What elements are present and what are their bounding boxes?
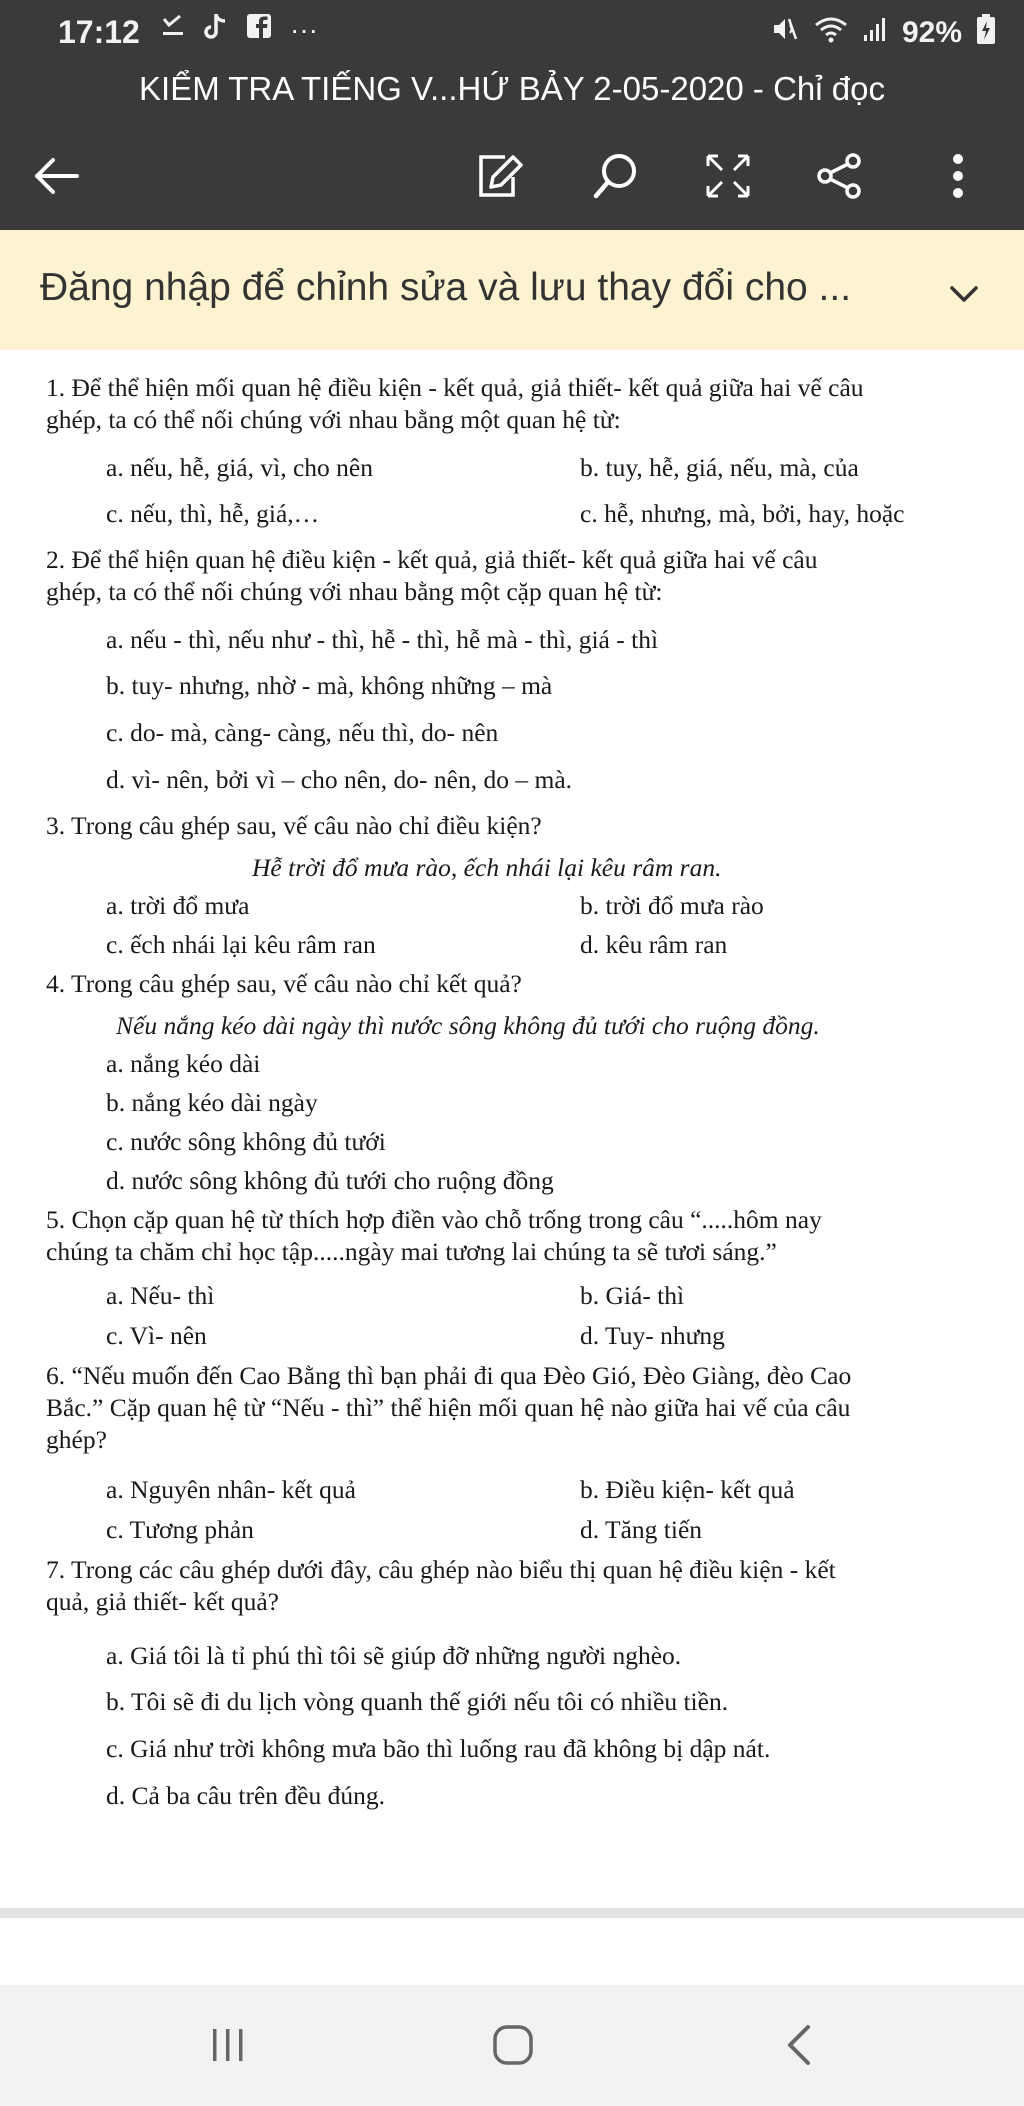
- page-divider: [0, 1908, 1024, 1918]
- edit-icon: [475, 151, 525, 201]
- battery-charging-icon: [976, 14, 996, 52]
- option-b: b. Giá- thì: [580, 1281, 685, 1310]
- back-nav-button[interactable]: [770, 2015, 830, 2075]
- toolbar: [0, 120, 1024, 230]
- option-d: c. hễ, nhưng, mà, bởi, hay, hoặc: [580, 499, 905, 528]
- search-icon: [591, 151, 641, 201]
- back-arrow-icon: [31, 154, 81, 198]
- option-a: a. nếu - thì, nếu như - thì, hễ - thì, hễ mà - thì, giá - thì: [106, 625, 659, 654]
- tiktok-icon: [204, 12, 228, 48]
- question-text: chúng ta chăm chỉ học tập.....ngày mai tương lai chúng ta sẽ tươi sáng.”: [46, 1237, 777, 1266]
- question-4: [46, 968, 996, 1000]
- option-a: a. Giá tôi là tỉ phú thì tôi sẽ giúp đỡ những người nghèo.: [106, 1641, 682, 1670]
- option-c: c. Vì- nên: [106, 1321, 207, 1350]
- option-c: c. nước sông không đủ tưới: [106, 1127, 386, 1156]
- notification-icons: [160, 12, 318, 48]
- question-text: 7. Trong các câu ghép dưới đây, câu ghép nào biểu thị quan hệ điều kiện - kết: [46, 1555, 836, 1584]
- search-button[interactable]: [588, 148, 644, 204]
- question-5: [46, 1204, 996, 1268]
- option-b: b. tuy, hễ, giá, nếu, mà, của: [580, 453, 859, 482]
- question-3: [46, 810, 996, 842]
- sign-in-banner[interactable]: [0, 230, 1024, 350]
- question-text: ghép?: [46, 1425, 107, 1454]
- option-b: b. tuy- nhưng, nhờ - mà, không những – mà: [106, 671, 553, 700]
- option-c: c. Tương phản: [106, 1515, 254, 1544]
- question-text: ghép, ta có thể nối chúng với nhau bằng một quan hệ từ:: [46, 405, 621, 434]
- signal-icon: [862, 15, 888, 51]
- question-text: 1. Để thể hiện mối quan hệ điều kiện - kết quả, giả thiết- kết quả giữa hai vế câu: [46, 373, 864, 402]
- wifi-icon: [814, 15, 848, 51]
- question-text: 2. Để thể hiện quan hệ điều kiện - kết quả, giả thiết- kết quả giữa hai vế câu: [46, 545, 818, 574]
- more-dots-icon: ···: [290, 14, 318, 45]
- question-text: quả, giả thiết- kết quả?: [46, 1587, 279, 1616]
- back-button[interactable]: [28, 148, 84, 204]
- option-c: c. nếu, thì, hễ, giá,…: [106, 499, 320, 528]
- home-icon: [491, 2023, 535, 2067]
- recent-apps-icon: [208, 2025, 248, 2065]
- option-b: b. trời đổ mưa rào: [580, 891, 764, 920]
- home-button[interactable]: [483, 2015, 543, 2075]
- navigation-bar: [0, 1985, 1024, 2106]
- share-button[interactable]: [812, 148, 868, 204]
- question-2: [46, 544, 996, 608]
- question-7: [46, 1554, 996, 1618]
- more-vert-icon: [948, 151, 968, 201]
- question-text: 5. Chọn cặp quan hệ từ thích hợp điền vào chỗ trống trong câu “.....hôm nay: [46, 1205, 822, 1234]
- back-icon: [782, 2023, 818, 2067]
- recent-apps-button[interactable]: [198, 2015, 258, 2075]
- fullscreen-button[interactable]: [700, 148, 756, 204]
- mute-icon: [770, 15, 800, 51]
- edit-button[interactable]: [472, 148, 528, 204]
- chevron-down-icon[interactable]: [944, 274, 984, 314]
- question-text: Bắc.” Cặp quan hệ từ “Nếu - thì” thể hiện mối quan hệ nào giữa hai vế của câu: [46, 1393, 851, 1422]
- status-time: 17:12: [58, 14, 140, 50]
- example-sentence: Hễ trời đổ mưa rào, ếch nhái lại kêu râm ran.: [252, 853, 722, 882]
- document-title: KIỂM TRA TIẾNG V...HỨ BẢY 2-05-2020 - Chỉ đọc: [139, 70, 885, 107]
- document-page: [0, 350, 1024, 1910]
- option-b: b. Tôi sẽ đi du lịch vòng quanh thế giới nếu tôi có nhiều tiền.: [106, 1687, 729, 1716]
- option-b: b. Điều kiện- kết quả: [580, 1475, 795, 1504]
- download-done-icon: [160, 13, 186, 47]
- option-a: a. nếu, hễ, giá, vì, cho nên: [106, 453, 373, 482]
- option-d: d. Tăng tiến: [580, 1515, 703, 1544]
- banner-text: Đăng nhập để chỉnh sửa và lưu thay đổi cho ...: [40, 266, 852, 309]
- question-text: ghép, ta có thể nối chúng với nhau bằng một cặp quan hệ từ:: [46, 577, 663, 606]
- question-1: [46, 372, 996, 436]
- question-6: [46, 1360, 996, 1456]
- title-bar: [0, 62, 1024, 120]
- option-d: d. Tuy- nhưng: [580, 1321, 725, 1350]
- more-options-button[interactable]: [930, 148, 986, 204]
- share-icon: [815, 151, 865, 201]
- option-b: b. nắng kéo dài ngày: [106, 1088, 318, 1117]
- status-bar: [0, 0, 1024, 62]
- battery-percent: 92%: [901, 16, 962, 49]
- facebook-icon: [246, 13, 272, 47]
- option-a: a. Nếu- thì: [106, 1281, 215, 1310]
- option-c: c. Giá như trời không mưa bão thì luống rau đã không bị dập nát.: [106, 1734, 771, 1763]
- option-d: d. Cả ba câu trên đều đúng.: [106, 1781, 385, 1810]
- option-a: a. trời đổ mưa: [106, 891, 250, 920]
- example-sentence: Nếu nắng kéo dài ngày thì nước sông không đủ tưới cho ruộng đồng.: [116, 1011, 820, 1040]
- option-d: d. kêu râm ran: [580, 930, 728, 959]
- fullscreen-icon: [704, 152, 752, 200]
- system-status-icons: [770, 14, 996, 52]
- option-d: d. nước sông không đủ tưới cho ruộng đồng: [106, 1166, 554, 1195]
- question-text: 4. Trong câu ghép sau, vế câu nào chỉ kết quả?: [46, 969, 522, 998]
- option-c: c. do- mà, càng- càng, nếu thì, do- nên: [106, 718, 499, 747]
- option-a: a. Nguyên nhân- kết quả: [106, 1475, 356, 1504]
- option-a: a. nắng kéo dài: [106, 1049, 261, 1078]
- option-d: d. vì- nên, bởi vì – cho nên, do- nên, do – mà.: [106, 765, 573, 794]
- option-c: c. ếch nhái lại kêu râm ran: [106, 930, 376, 959]
- question-text: 3. Trong câu ghép sau, vế câu nào chỉ điều kiện?: [46, 811, 542, 840]
- question-text: 6. “Nếu muốn đến Cao Bằng thì bạn phải đi qua Đèo Gió, Đèo Giàng, đèo Cao: [46, 1361, 852, 1390]
